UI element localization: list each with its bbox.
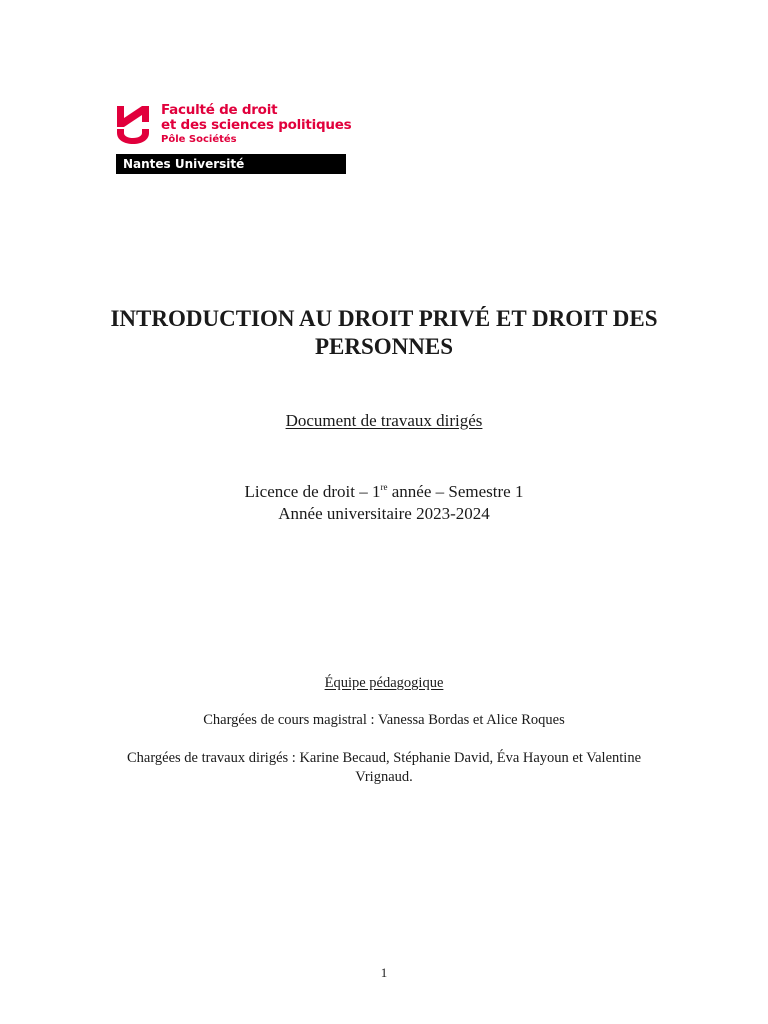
licence-line (0, 481, 768, 503)
page-number: 1 (380, 965, 388, 980)
course-info (0, 481, 768, 525)
logo-university-bar: Nantes Université (116, 154, 346, 174)
logo-faculty-line2: et des sciences politiques (161, 117, 352, 133)
licence-text-start: Licence de droit – 1 (244, 482, 381, 501)
licence-ordinal-suffix: re (380, 482, 388, 492)
academic-year: Année universitaire 2023-2024 (278, 504, 490, 523)
team-heading (0, 674, 768, 693)
nantes-universite-mark-icon (116, 104, 150, 144)
team-tutors: Chargées de travaux dirigés : Karine Becaud, Stéphanie David, Éva Hayoun et Valentine Vrignaud. (126, 750, 642, 785)
document-subtitle-text: Document de travaux dirigés (285, 411, 483, 430)
logo-faculty-line1: Faculté de droit (161, 102, 278, 118)
logo-top (116, 102, 352, 153)
university-logo (116, 102, 352, 174)
logo-pole: Pôle Sociétés (161, 134, 237, 145)
team-heading-text: Équipe pédagogique (324, 675, 444, 691)
document-title: INTRODUCTION AU DROIT PRIVÉ ET DROIT DES PERSONNES (110, 306, 658, 359)
document-subtitle (0, 410, 768, 432)
licence-text-end: année – Semestre 1 (387, 482, 524, 501)
team-lecturers: Chargées de cours magistral : Vanessa Bordas et Alice Roques (203, 712, 565, 728)
logo-text (161, 103, 351, 146)
